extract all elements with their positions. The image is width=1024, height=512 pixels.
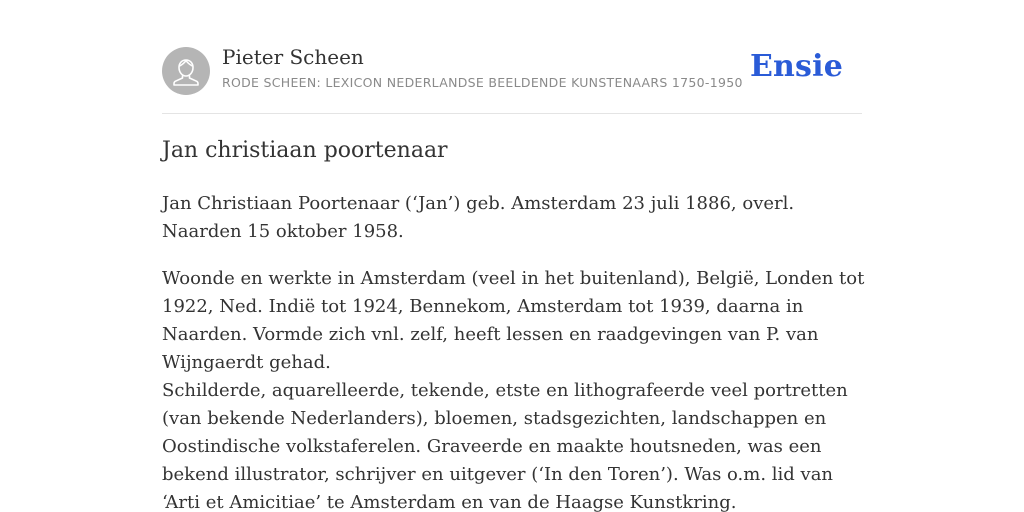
article-title: Jan christiaan poortenaar — [162, 138, 448, 163]
article-paragraph: Jan Christiaan Poortenaar (‘Jan’) geb. Amsterdam 23 juli 1886, overl. Naarden 15 oktober 1958. — [162, 193, 795, 242]
article-paragraph: Woonde en werkte in Amsterdam (veel in het buitenland), België, Londen tot 1922, Ned. Indië tot 1924, Bennekom, Amsterdam tot 1939, daarna in Naarden. Vormde zich vnl. zelf, heeft lessen en raadgevingen van P. van Wijngaerdt gehad. — [162, 268, 865, 373]
page-container — [162, 0, 865, 512]
source-lexicon[interactable]: RODE SCHEEN: LEXICON NEDERLANDSE BEELDENDE KUNSTENAARS 1750-1950 — [222, 75, 743, 90]
author-name[interactable]: Pieter Scheen — [222, 45, 364, 69]
article-header — [162, 0, 862, 114]
author-avatar[interactable] — [162, 47, 210, 95]
user-silhouette-icon — [162, 47, 210, 95]
article-paragraph: Schilderde, aquarelleerde, tekende, etste en lithografeerde veel portretten (van bekende Nederlanders), bloemen, stadsgezichten, landschappen en Oostindische volkstaferelen. Graveerde en maakte houtsneden, was een bekend illustrator, schrijver en uitgever (‘In den Toren’). Was o.m. lid van ‘Arti et Amicitiae’ te Amsterdam en van de Haagse Kunstkring. — [162, 380, 848, 512]
ensie-logo[interactable]: Ensie — [749, 49, 843, 84]
